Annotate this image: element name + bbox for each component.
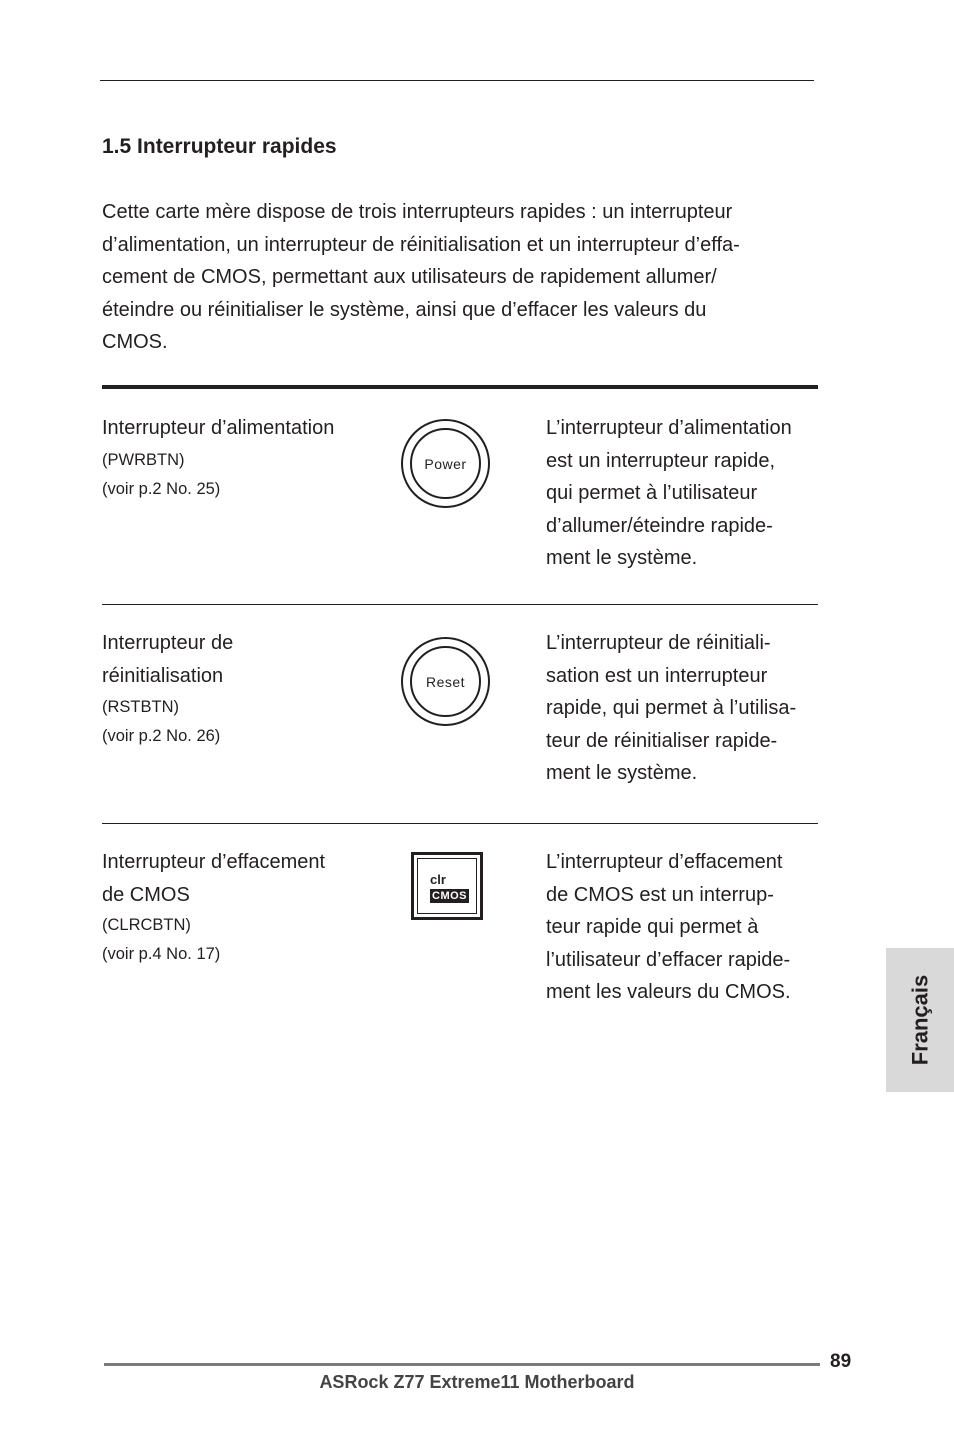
- table-top-rule: [102, 385, 818, 389]
- row-divider: [102, 823, 818, 824]
- clrcmos-switch-name-line: Interrupteur d’effacement: [102, 851, 326, 873]
- description-line: d’allumer/éteindre rapide-: [546, 514, 773, 537]
- clear-cmos-icon-frame: [417, 858, 477, 914]
- description-line: est un interrupteur rapide,: [546, 449, 776, 472]
- cmos-label: CMOS: [432, 890, 467, 902]
- language-tab: [886, 948, 954, 1092]
- power-button-label: Power: [410, 428, 481, 499]
- intro-line: Cette carte mère dispose de trois interrupteurs rapides : un interrupteur: [102, 201, 733, 223]
- description-line: qui permet à l’utilisateur: [546, 482, 758, 504]
- description-line: teur rapide qui permet à: [546, 916, 759, 938]
- description-line: rapide, qui permet à l’utilisa-: [546, 697, 797, 719]
- description-line: l’utilisateur d’effacer rapide-: [546, 948, 791, 971]
- clrcmos-switch-ref: (voir p.4 No. 17): [102, 945, 221, 963]
- intro-line: d’alimentation, un interrupteur de réinitialisation et un interrupteur d’effa-: [102, 233, 740, 256]
- description-line: L’interrupteur d’effacement: [546, 851, 783, 873]
- description-line: L’interrupteur d’alimentation: [546, 417, 792, 439]
- reset-switch-name-line: Interrupteur de: [102, 632, 234, 654]
- clear-cmos-icon: [411, 852, 483, 920]
- reset-switch-ref: (voir p.2 No. 26): [102, 727, 221, 745]
- clrcmos-switch-description: [546, 846, 836, 1009]
- intro-line: éteindre ou réinitialiser le système, ainsi que d’effacer les valeurs du: [102, 298, 707, 321]
- language-tab-label: Français: [907, 974, 932, 1066]
- reset-switch-code: (RSTBTN): [102, 698, 179, 716]
- reset-switch-name: [102, 627, 382, 693]
- intro-line: CMOS.: [102, 331, 168, 353]
- top-rule: [100, 80, 814, 81]
- description-line: ment le système.: [546, 547, 698, 569]
- description-line: ment les valeurs du CMOS.: [546, 981, 791, 1003]
- row-divider: [102, 604, 818, 605]
- description-line: teur de réinitialiser rapide-: [546, 729, 778, 752]
- section-title: 1.5 Interrupteur rapides: [102, 135, 337, 158]
- reset-switch-description: [546, 627, 836, 790]
- description-line: L’interrupteur de réinitiali-: [546, 632, 771, 654]
- reset-button-icon: [401, 637, 490, 726]
- intro-paragraph: [102, 196, 822, 359]
- power-switch-ref: (voir p.2 No. 25): [102, 480, 221, 498]
- power-switch-description: [546, 412, 836, 575]
- description-line: ment le système.: [546, 762, 698, 784]
- power-switch-name: [102, 412, 382, 445]
- power-switch-name-line: Interrupteur d’alimentation: [102, 417, 335, 439]
- intro-line: cement de CMOS, permettant aux utilisateurs de rapidement allumer/: [102, 266, 717, 288]
- footer-rule: [104, 1363, 820, 1366]
- power-button-icon: [401, 419, 490, 508]
- description-line: sation est un interrupteur: [546, 664, 768, 687]
- clrcmos-switch-name-line: de CMOS: [102, 884, 190, 906]
- clr-label: clr: [430, 872, 446, 887]
- page-number: 89: [830, 1351, 852, 1372]
- reset-button-label: Reset: [410, 646, 481, 717]
- footer-text: ASRock Z77 Extreme11 Motherboard: [319, 1372, 635, 1392]
- reset-switch-name-line: réinitialisation: [102, 665, 224, 687]
- clrcmos-switch-code: (CLRCBTN): [102, 916, 191, 934]
- power-switch-code: (PWRBTN): [102, 451, 185, 469]
- description-line: de CMOS est un interrup-: [546, 883, 774, 906]
- clrcmos-switch-name: [102, 846, 382, 912]
